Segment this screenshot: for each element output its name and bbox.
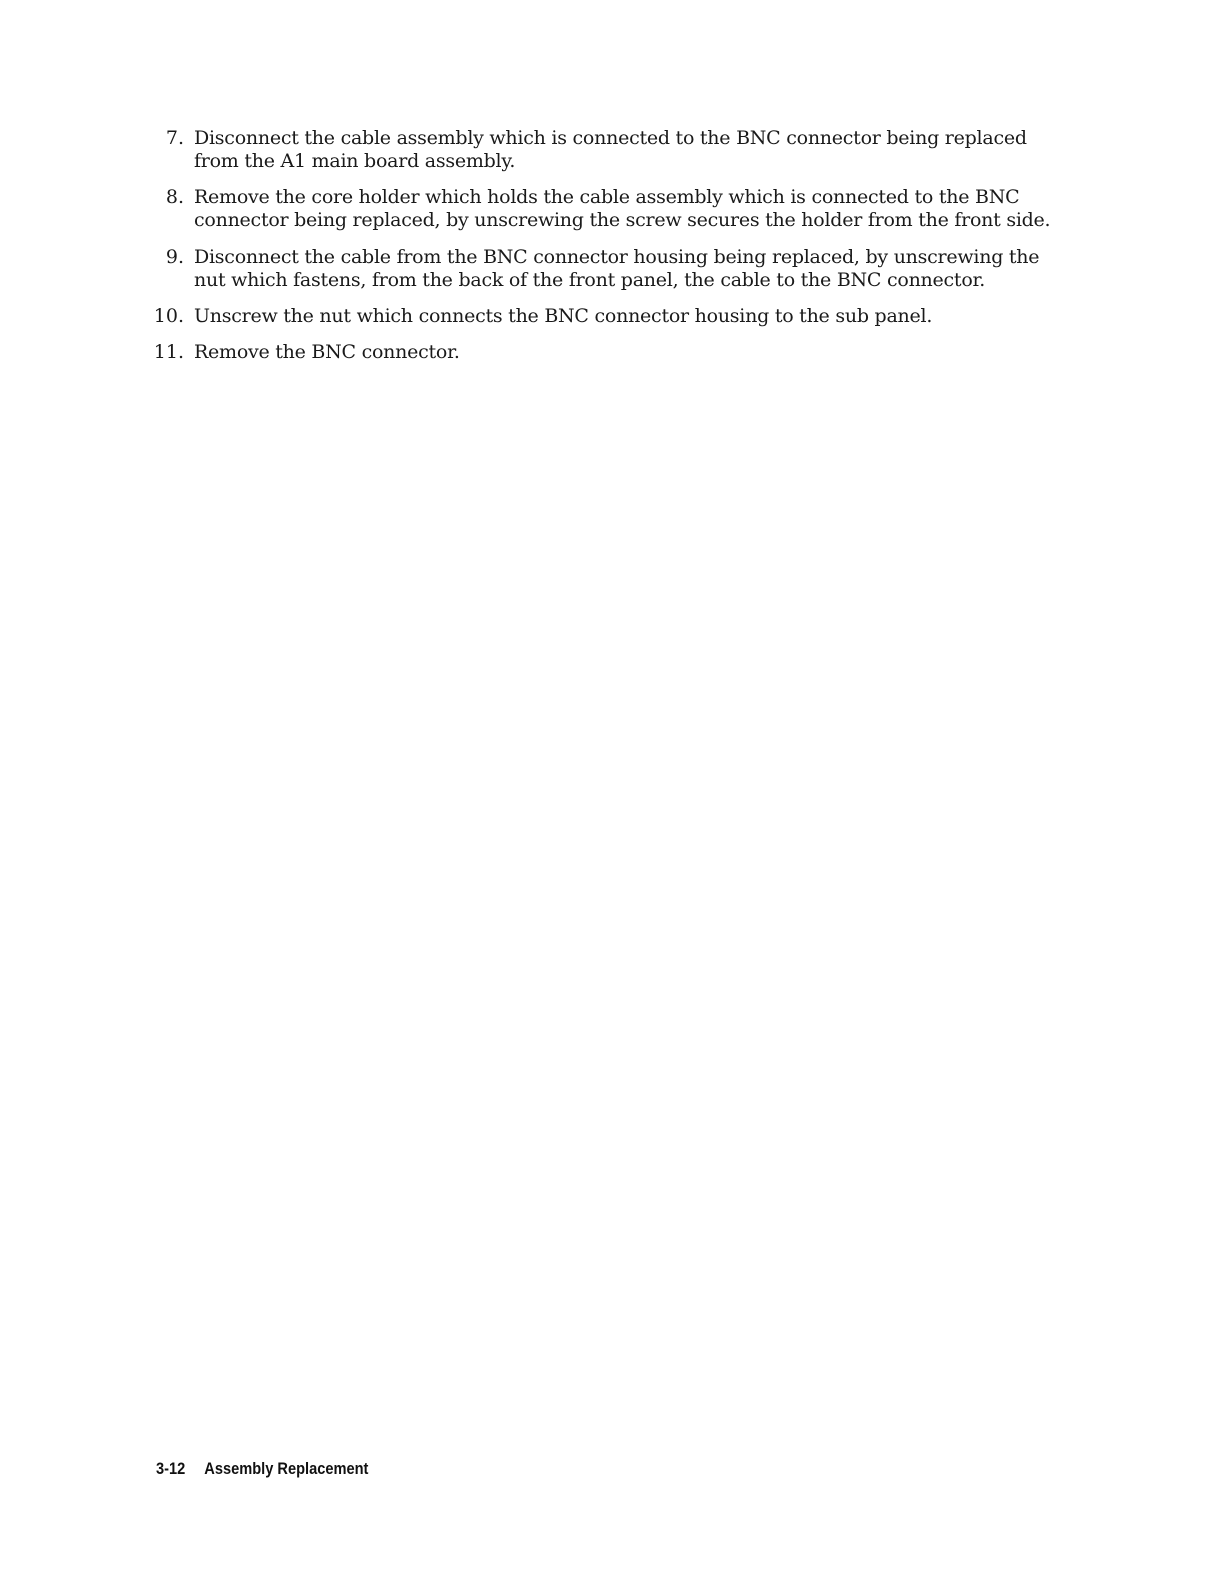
step-number: 10.	[153, 305, 184, 327]
step-11	[0, 341, 1224, 365]
step-text: Remove the core holder which holds the cable assembly which is connected to the BNC connector being replaced, by unscrewing the screw secures the holder from the front side.	[194, 186, 1051, 231]
step-number: 11.	[153, 341, 184, 363]
page-number: 3-12	[156, 1459, 186, 1478]
procedure-steps-list	[0, 127, 1224, 365]
step-text: Disconnect the cable from the BNC connector housing being replaced, by unscrewing the nut which fastens, from the back of the front panel, the cable to the BNC connector.	[194, 246, 1040, 291]
step-10	[0, 305, 1224, 341]
step-number: 7.	[165, 127, 184, 149]
step-9	[0, 246, 1224, 305]
step-8	[0, 186, 1224, 246]
step-text: Disconnect the cable assembly which is connected to the BNC connector being replaced from the A1 main board assembly.	[194, 127, 1027, 172]
step-text: Remove the BNC connector.	[194, 341, 460, 363]
step-text: Unscrew the nut which connects the BNC connector housing to the sub panel.	[194, 305, 933, 327]
page-footer	[156, 1458, 368, 1480]
step-number: 8.	[165, 186, 184, 208]
step-number: 9.	[165, 246, 184, 268]
step-7	[0, 127, 1224, 186]
section-title: Assembly Replacement	[204, 1459, 369, 1478]
